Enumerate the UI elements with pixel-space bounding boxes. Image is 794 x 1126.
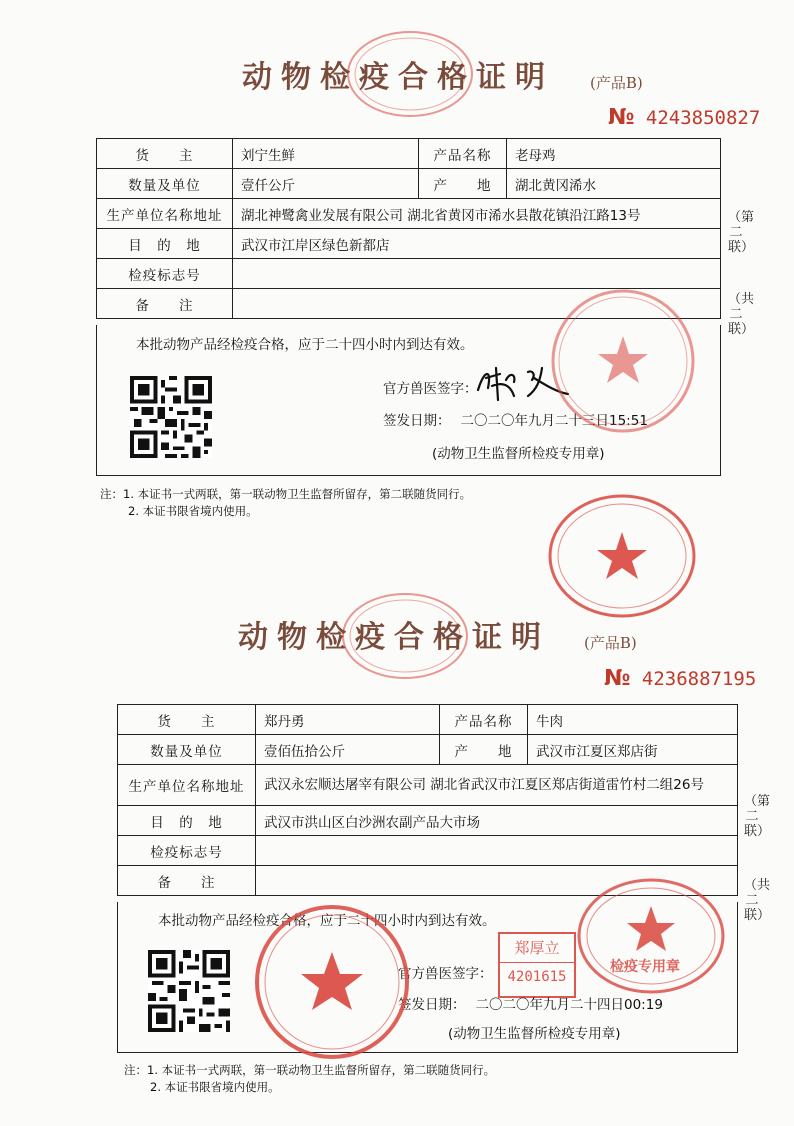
certificate-notes bbox=[124, 1062, 495, 1096]
certificate-title: 动物检疫合格证明 bbox=[238, 620, 550, 655]
vet-stamp-name: 郑厚立 bbox=[500, 934, 574, 963]
producer-value: 武汉永宏顺达屠宰有限公司 湖北省武汉市江夏区郑店街道雷竹村二组26号 bbox=[256, 765, 738, 806]
vet-name-stamp bbox=[498, 932, 576, 998]
certificate-table bbox=[117, 704, 738, 896]
certificate-edition: (产品B) bbox=[584, 634, 637, 652]
serial-prefix: № bbox=[604, 666, 631, 691]
table-row bbox=[118, 806, 738, 836]
side-copy-label: （第二联） bbox=[728, 210, 755, 255]
destination-label: 目 的 地 bbox=[118, 806, 256, 836]
certificate-notes bbox=[100, 486, 471, 520]
product-name-value: 牛肉 bbox=[528, 705, 738, 735]
mark-value bbox=[256, 836, 738, 866]
quarantine-seal-label: 检疫专用章 bbox=[610, 959, 680, 975]
issue-date-value: 二〇二〇年九月二十三日15:51 bbox=[460, 413, 648, 429]
serial-value: 4236887195 bbox=[641, 668, 757, 690]
side-total-label: （共二联） bbox=[744, 878, 771, 923]
certificate-title: 动物检疫合格证明 bbox=[242, 60, 554, 95]
company-seal bbox=[547, 492, 697, 620]
product-name-value: 老母鸡 bbox=[507, 139, 721, 169]
quarantine-seal bbox=[548, 286, 698, 436]
quarantine-seal bbox=[576, 876, 726, 996]
producer-value: 湖北神鹭禽业发展有限公司 湖北省黄冈市浠水县散花镇沿江路13号 bbox=[233, 199, 721, 229]
product-name-label: 产品名称 bbox=[419, 139, 507, 169]
destination-value: 武汉市洪山区白沙洲农副产品大市场 bbox=[256, 806, 738, 836]
owner-label: 货 主 bbox=[97, 139, 233, 169]
mark-label: 检疫标志号 bbox=[118, 836, 256, 866]
side-total-label: （共二联） bbox=[728, 292, 755, 337]
remarks-label: 备 注 bbox=[97, 289, 233, 319]
table-row bbox=[118, 765, 738, 806]
vet-stamp-id: 4201615 bbox=[507, 969, 567, 985]
destination-label: 目 的 地 bbox=[97, 229, 233, 259]
serial-number bbox=[604, 666, 756, 691]
note-line-1: 注：1. 本证书一式两联，第一联动物卫生监督所留存，第二联随货同行。 bbox=[124, 1063, 496, 1077]
table-row bbox=[97, 199, 721, 229]
remarks-label: 备 注 bbox=[118, 866, 256, 896]
table-row bbox=[118, 735, 738, 765]
mark-value bbox=[233, 259, 721, 289]
destination-value: 武汉市江岸区绿色新都店 bbox=[233, 229, 721, 259]
vet-signature-line bbox=[398, 962, 493, 982]
origin-label: 产 地 bbox=[440, 735, 528, 765]
owner-label: 货 主 bbox=[118, 705, 256, 735]
note-line-2: 2. 本证书限省境内使用。 bbox=[150, 1080, 280, 1094]
table-row bbox=[97, 229, 721, 259]
issue-date-label: 签发日期： bbox=[383, 413, 451, 429]
quarantine-statement: 本批动物产品经检疫合格，应于二十四小时内到达有效。 bbox=[158, 913, 496, 929]
issue-date-label: 签发日期： bbox=[398, 997, 466, 1013]
qr-code-icon bbox=[130, 376, 212, 458]
vet-signature-line bbox=[383, 377, 478, 397]
issue-date-value: 二〇二〇年九月二十四日00:19 bbox=[475, 997, 663, 1013]
vet-sign-label: 官方兽医签字： bbox=[383, 381, 478, 397]
table-row bbox=[97, 259, 721, 289]
qr-code-icon bbox=[148, 950, 230, 1032]
side-copy-label: （第二联） bbox=[744, 794, 771, 839]
owner-value: 刘宁生鲜 bbox=[233, 139, 419, 169]
issue-date-line bbox=[398, 993, 663, 1013]
origin-label: 产 地 bbox=[419, 169, 507, 199]
product-name-label: 产品名称 bbox=[440, 705, 528, 735]
origin-value: 湖北黄冈浠水 bbox=[507, 169, 721, 199]
producer-label: 生产单位名称地址 bbox=[97, 199, 233, 229]
vet-sign-label: 官方兽医签字： bbox=[398, 966, 493, 982]
origin-value: 武汉市江夏区郑店街 bbox=[528, 735, 738, 765]
producer-label: 生产单位名称地址 bbox=[118, 765, 256, 806]
table-row bbox=[97, 139, 721, 169]
table-row bbox=[97, 169, 721, 199]
quantity-label: 数量及单位 bbox=[118, 735, 256, 765]
serial-number bbox=[608, 105, 760, 130]
mark-label: 检疫标志号 bbox=[97, 259, 233, 289]
serial-prefix: № bbox=[608, 105, 635, 130]
certificate-edition: (产品B) bbox=[590, 74, 643, 92]
note-line-2: 2. 本证书限省境内使用。 bbox=[128, 504, 258, 518]
quantity-value: 壹佰伍拾公斤 bbox=[256, 735, 440, 765]
serial-value: 4243850827 bbox=[645, 107, 761, 129]
table-row bbox=[118, 836, 738, 866]
quarantine-statement: 本批动物产品经检疫合格，应于二十四小时内到达有效。 bbox=[136, 337, 474, 353]
note-line-1: 注：1. 本证书一式两联，第一联动物卫生监督所留存，第二联随货同行。 bbox=[100, 487, 472, 501]
quantity-value: 壹仟公斤 bbox=[233, 169, 419, 199]
company-seal bbox=[252, 902, 412, 1062]
seal-note: (动物卫生监督所检疫专用章) bbox=[432, 446, 605, 462]
seal-note: (动物卫生监督所检疫专用章) bbox=[448, 1026, 621, 1042]
table-row bbox=[118, 705, 738, 735]
quantity-label: 数量及单位 bbox=[97, 169, 233, 199]
owner-value: 郑丹勇 bbox=[256, 705, 440, 735]
